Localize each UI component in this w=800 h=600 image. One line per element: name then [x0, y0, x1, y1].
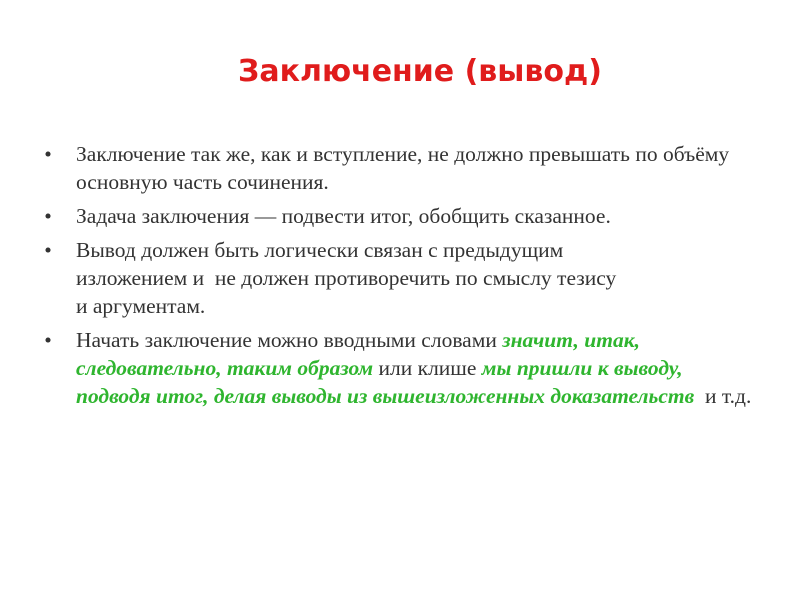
bullet-item-volume	[38, 140, 758, 196]
bullet-text-line-3: и аргументам.	[76, 294, 206, 318]
bullet-marker: •	[44, 328, 52, 352]
bullet-list	[38, 140, 758, 416]
bullet-marker: •	[44, 204, 52, 228]
slide-title: Заключение (вывод)	[238, 54, 602, 89]
bullet-item-start	[38, 326, 758, 410]
bullet-text: и т.д.	[694, 384, 752, 408]
bullet-marker: •	[44, 238, 52, 262]
bullet-marker: •	[44, 142, 52, 166]
bullet-text-line-2: изложением и не должен противоречить по смыслу тезису	[76, 266, 617, 290]
bullet-text: Начать заключение можно вводными словами	[76, 328, 503, 352]
highlight-intro-words: значит, итак, следовательно, таким образом	[76, 328, 640, 380]
bullet-text: или клише	[373, 356, 482, 380]
bullet-item-logic	[38, 236, 758, 320]
bullet-text: Заключение так же, как и вступление, не должно превышать по объёму основную часть сочинения.	[76, 142, 730, 194]
bullet-text: Задача заключения — подвести итог, обобщить сказанное.	[76, 204, 611, 228]
bullet-text-line-1: Вывод должен быть логически связан с предыдущим	[76, 238, 564, 262]
bullet-item-task	[38, 202, 758, 230]
highlight-cliches: мы пришли к выводу, подводя итог, делая выводы из вышеизложенных доказательств	[76, 356, 695, 408]
